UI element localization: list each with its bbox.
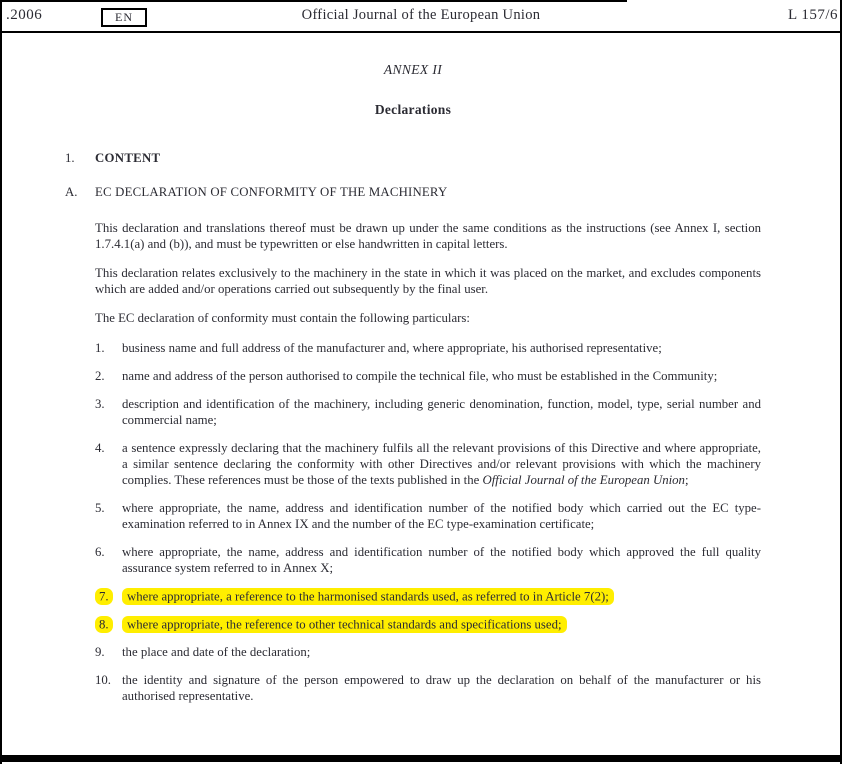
paragraph: This declaration relates exclusively to the machinery in the state in which it was placed on the market, and excludes components which are added and/or operations carried out subsequently by the final user. [95, 266, 761, 296]
section-number: A. [65, 185, 78, 199]
list-item-text: where appropriate, the name, address and identification number of the notified body which approved the full quality assurance system referred to in Annex X; [122, 545, 761, 575]
section-number: 1. [65, 151, 75, 165]
annex-title: ANNEX II [383, 62, 443, 77]
highlight: 7. [95, 588, 113, 606]
list-item-number [95, 616, 122, 632]
list-item-text: a sentence expressly declaring that the machinery fulfils all the relevant provisions of this Directive and where appropriate, a similar sentence declaring the conformity with other Directives and/or relevant provisions with which the machinery complies. These references must be those of the texts published in the Official Journal of the European Union; [122, 441, 761, 487]
page-header [2, 0, 840, 33]
list-item-text: name and address of the person authorised to compile the technical file, who must be established in the Community; [122, 369, 718, 383]
page-bottom-border [2, 755, 840, 762]
highlight: where appropriate, the reference to other technical standards and specifications used; [122, 616, 567, 634]
list-item-text [122, 616, 761, 632]
list-item [95, 588, 761, 604]
list-item-number: 6. [95, 545, 105, 559]
language-badge: EN [101, 8, 147, 27]
section-content [65, 150, 761, 166]
list-item [95, 616, 761, 632]
journal-title: Official Journal of the European Union [301, 7, 541, 23]
section-heading: CONTENT [95, 151, 161, 165]
list-item [95, 672, 761, 704]
list-item [95, 440, 761, 488]
list-item-number: 9. [95, 645, 105, 659]
list-item-number: 2. [95, 369, 105, 383]
page-reference: L 157/6 [787, 7, 838, 23]
list-item-text: the identity and signature of the person empowered to draw up the declaration on behalf of the manufacturer or his authorised representative. [122, 673, 761, 703]
list-item [95, 368, 761, 384]
document-subtitle: Declarations [374, 102, 452, 117]
paragraph: The EC declaration of conformity must contain the following particulars: [95, 311, 470, 325]
list-item-number: 1. [95, 341, 105, 355]
list-item-text: the place and date of the declaration; [122, 645, 311, 659]
intro-paragraphs [95, 220, 761, 326]
list-item [95, 544, 761, 576]
list-item-number: 5. [95, 501, 105, 515]
list-item-text [122, 588, 761, 604]
highlight: where appropriate, a reference to the harmonised standards used, as referred to in Article 7(2); [122, 588, 614, 606]
list-item [95, 396, 761, 428]
header-date: .2006 [6, 7, 43, 23]
list-item-number: 3. [95, 397, 105, 411]
section-heading: EC DECLARATION OF CONFORMITY OF THE MACHINERY [95, 185, 448, 199]
list-item-text: where appropriate, the name, address and identification number of the notified body which carried out the EC type-examination referred to in Annex IX and the number of the EC type-examination certificate; [122, 501, 761, 531]
list-item-text: business name and full address of the manufacturer and, where appropriate, his authorised representative; [122, 341, 662, 355]
list-item [95, 644, 761, 660]
list-item [95, 340, 761, 356]
list-item-number [95, 588, 122, 604]
paragraph: This declaration and translations thereof must be drawn up under the same conditions as the instructions (see Annex I, section 1.7.4.1(a) and (b)), and must be typewritten or else handwritten in capital letters. [95, 221, 761, 251]
list-item-number: 4. [95, 441, 105, 455]
highlight: 8. [95, 616, 113, 634]
list-item-number: 10. [95, 673, 111, 687]
list-item-text: description and identification of the machinery, including generic denomination, function, model, type, serial number and commercial name; [122, 397, 761, 427]
list-item [95, 500, 761, 532]
section-ec-declaration [65, 184, 761, 200]
particulars-list [95, 340, 761, 704]
document-body [2, 62, 840, 704]
